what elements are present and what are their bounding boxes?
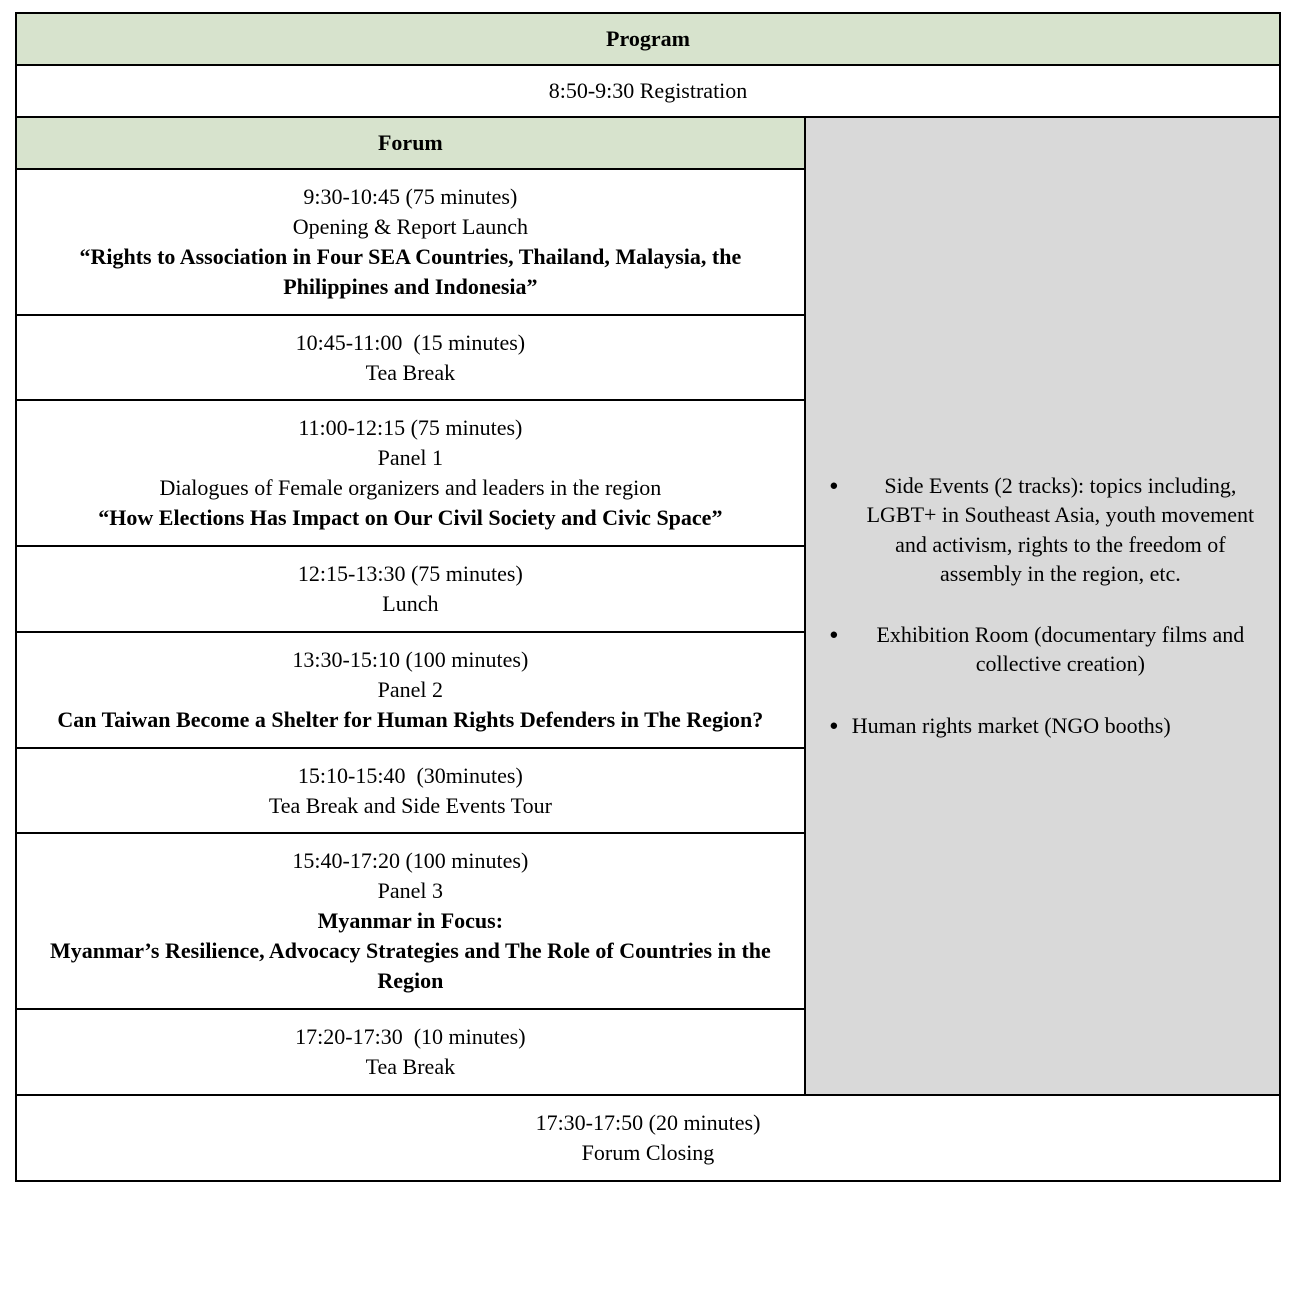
event-label: Panel 2 <box>377 676 444 702</box>
tea-break-1-cell <box>16 315 805 401</box>
event-label: Tea Break and Side Events Tour <box>268 792 552 818</box>
side-event-text: Exhibition Room (documentary films and collective creation) <box>876 622 1245 677</box>
event-label: Panel 3 <box>377 878 444 904</box>
lunch-cell <box>16 546 805 632</box>
event-label: Tea Break <box>365 1053 456 1079</box>
event-label: Forum Closing <box>581 1139 715 1165</box>
time-label: 9:30-10:45 (75 minutes) <box>303 184 518 209</box>
panel-2-cell <box>16 632 805 748</box>
forum-header: Forum <box>16 117 805 169</box>
time-label: 15:40-17:20 (100 minutes) <box>292 848 529 874</box>
event-label: Tea Break <box>365 359 456 385</box>
row-closing <box>16 1095 1280 1181</box>
event-title: “Rights to Association in Four SEA Countries, Thailand, Malaysia, the Philippines and Indonesia” <box>79 243 747 299</box>
time-label: 13:30-15:10 (100 minutes) <box>292 646 529 672</box>
bullet-icon: ● <box>829 478 839 495</box>
program-table <box>15 12 1281 1182</box>
time-label: 17:20-17:30 (10 minutes) <box>295 1023 526 1049</box>
side-events-cell <box>805 117 1280 1095</box>
event-label: Panel 1 <box>377 445 444 471</box>
side-event-text: Side Events (2 tracks): topics including, LGBT+ in Southeast Asia, youth movement and activism, rights to the freedom of assembly in the region, etc. <box>866 473 1255 586</box>
list-item <box>816 471 1269 588</box>
forum-header-row <box>16 117 1280 169</box>
panel-1-cell <box>16 400 805 546</box>
panel-3-cell <box>16 833 805 1009</box>
side-event-text: Human rights market (NGO booths) <box>851 712 1171 738</box>
event-title: “How Elections Has Impact on Our Civil Society and Civic Space” <box>98 505 723 531</box>
title-row <box>16 13 1280 65</box>
event-title-2: Myanmar’s Resilience, Advocacy Strategies and The Role of Countries in the Region <box>49 938 777 994</box>
event-label: Opening & Report Launch <box>292 213 528 239</box>
closing-cell <box>16 1095 1280 1181</box>
registration-row <box>16 65 1280 117</box>
list-item <box>816 711 1269 741</box>
time-label: 12:15-13:30 (75 minutes) <box>297 561 523 587</box>
time-label: 10:45-11:00 (15 minutes) <box>295 329 526 355</box>
tea-break-2-cell <box>16 748 805 834</box>
list-item <box>816 620 1269 679</box>
event-label: Lunch <box>382 590 439 616</box>
side-events-list <box>816 471 1269 741</box>
bullet-icon: ● <box>829 627 839 644</box>
opening-cell <box>16 169 805 315</box>
event-desc: Dialogues of Female organizers and leaders in the region <box>159 475 662 501</box>
bullet-icon: ● <box>829 717 839 734</box>
event-title: Myanmar in Focus: <box>317 908 504 934</box>
time-label: 17:30-17:50 (20 minutes) <box>535 1109 761 1135</box>
page-title: Program <box>16 13 1280 65</box>
tea-break-3-cell <box>16 1009 805 1095</box>
registration-cell: 8:50-9:30 Registration <box>16 65 1280 117</box>
time-label: 15:10-15:40 (30minutes) <box>297 762 523 788</box>
event-title: Can Taiwan Become a Shelter for Human Rights Defenders in The Region? <box>57 706 764 732</box>
time-label: 11:00-12:15 (75 minutes) <box>298 415 523 441</box>
